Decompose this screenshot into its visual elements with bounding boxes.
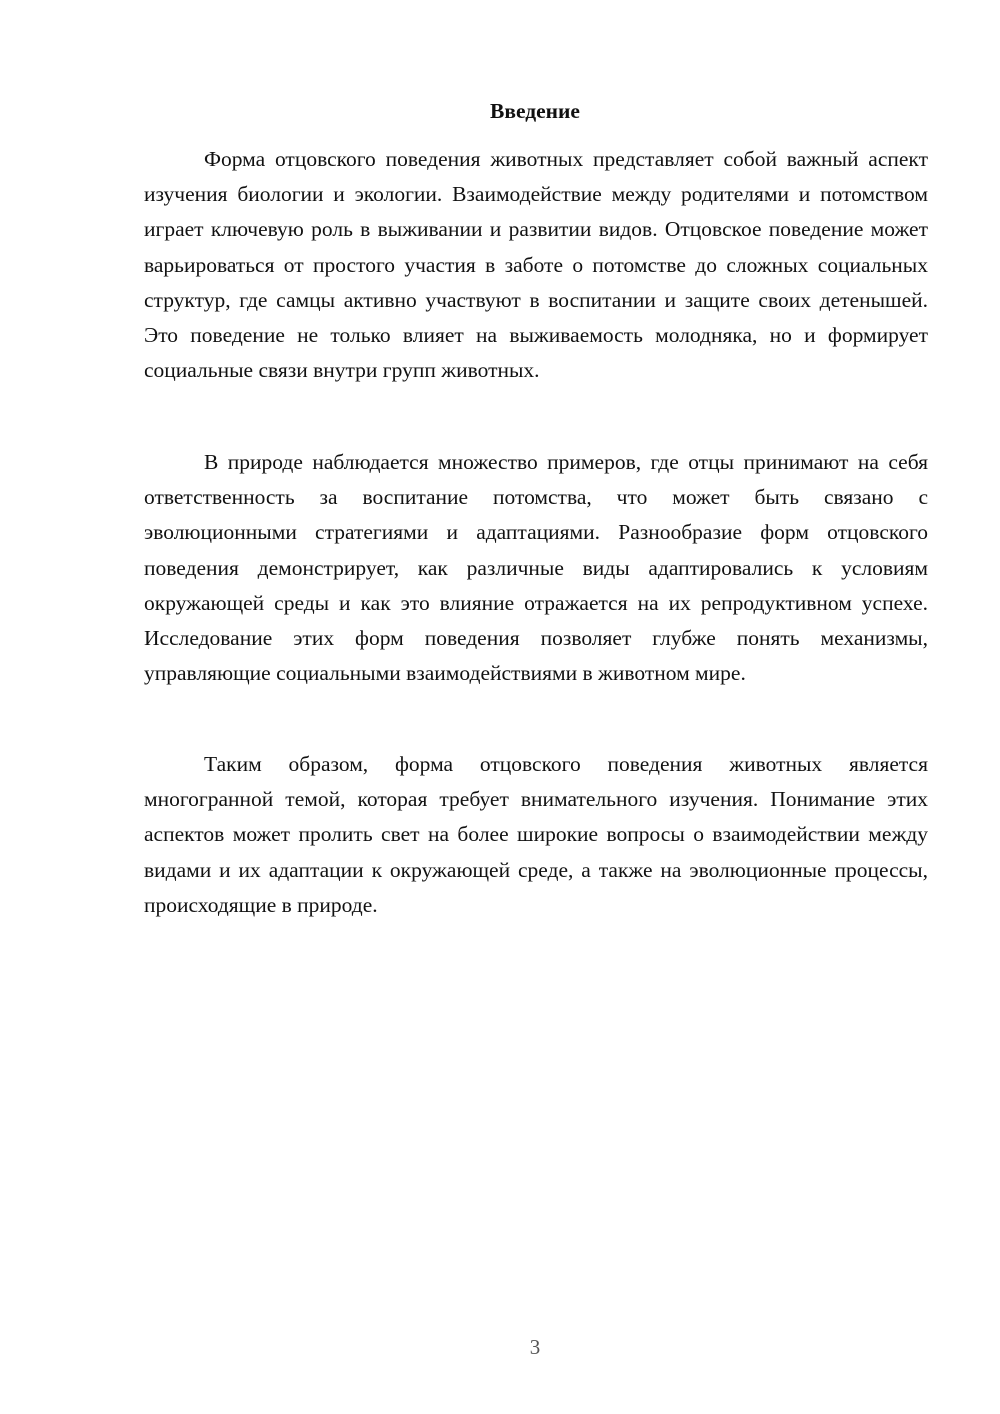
paragraph-3: Таким образом, форма отцовского поведения животных является многогранной темой, которая требует внимательного изучения. Понимание этих аспектов может пролить свет на более широкие вопросы о взаимодействии между видами и их адаптации к окружающей среде, а также на эволюционные процессы, происходящие в природе.	[144, 752, 928, 917]
paragraph-2: В природе наблюдается множество примеров, где отцы принимают на себя ответственность за воспитание потомства, что может быть связано с эволюционными стратегиями и адаптациями. Разнообразие форм отцовского поведения демонстрирует, как различные виды адаптировались к условиям окружающей среды и как это влияние отражается на их репродуктивном успехе. Исследование этих форм поведения позволяет глубже понять механизмы, управляющие социальными взаимодействиями в животном мире.	[144, 450, 928, 686]
paragraph-1: Форма отцовского поведения животных представляет собой важный аспект изучения биологии и экологии. Взаимодействие между родителями и потомством играет ключевую роль в выживании и развитии видов. Отцовское поведение может варьироваться от простого участия в заботе о потомстве до сложных социальных структур, где самцы активно участвуют в воспитании и защите своих детенышей. Это поведение не только влияет на выживаемость молодняка, но и формирует социальные связи внутри групп животных.	[144, 147, 928, 383]
page-number: 3	[529, 1335, 541, 1359]
section-heading: Введение	[490, 99, 580, 123]
